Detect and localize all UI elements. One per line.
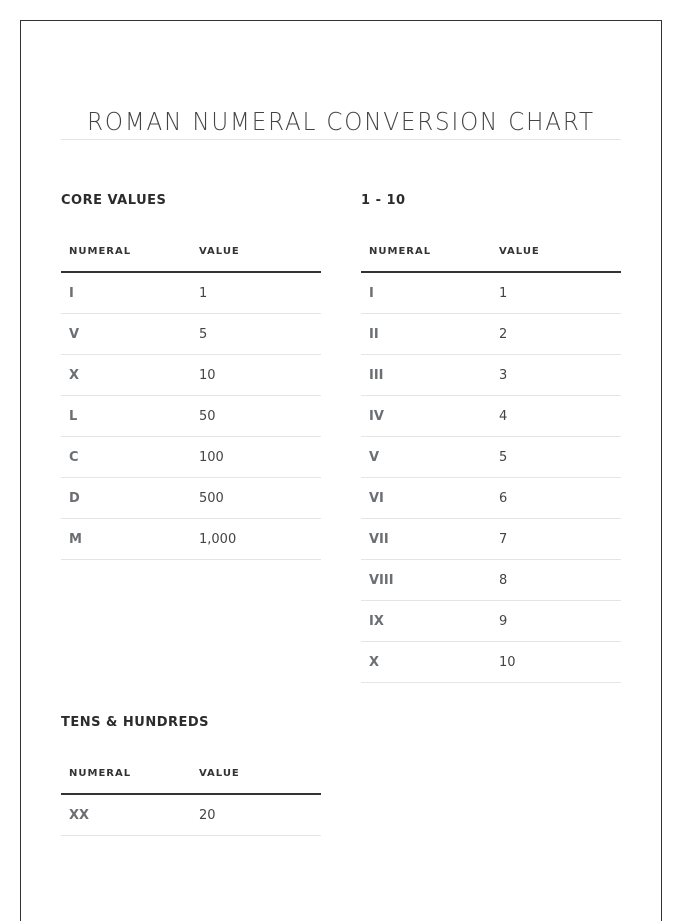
numeral-cell: III <box>361 355 491 396</box>
numeral-cell: V <box>61 314 191 355</box>
table-row <box>61 355 321 396</box>
table-row <box>361 314 621 355</box>
table-row <box>61 396 321 437</box>
column-header-value: VALUE <box>491 232 621 272</box>
section-one-to-ten <box>361 191 621 683</box>
table-row <box>361 642 621 683</box>
numeral-cell: D <box>61 478 191 519</box>
title-divider <box>61 139 621 140</box>
table-row <box>361 272 621 314</box>
column-header-numeral: NUMERAL <box>61 232 191 272</box>
table-row <box>361 601 621 642</box>
numeral-cell: VII <box>361 519 491 560</box>
table-row <box>361 355 621 396</box>
table-row <box>61 519 321 560</box>
table-row <box>361 519 621 560</box>
section-heading: CORE VALUES <box>61 193 167 208</box>
chart-document <box>20 20 662 921</box>
value-cell: 20 <box>191 794 321 836</box>
table-row <box>361 560 621 601</box>
tens-hundreds-table <box>61 754 321 836</box>
value-cell: 100 <box>191 437 321 478</box>
column-header-numeral: NUMERAL <box>361 232 491 272</box>
value-cell: 10 <box>491 642 621 683</box>
numeral-cell: X <box>361 642 491 683</box>
value-cell: 3 <box>491 355 621 396</box>
table-header-row <box>361 232 621 272</box>
numeral-cell: C <box>61 437 191 478</box>
section-core-values <box>61 191 321 560</box>
value-cell: 7 <box>491 519 621 560</box>
section-tens-hundreds <box>61 713 321 836</box>
numeral-cell: M <box>61 519 191 560</box>
numeral-cell: VI <box>361 478 491 519</box>
value-cell: 8 <box>491 560 621 601</box>
numeral-cell: VIII <box>361 560 491 601</box>
value-cell: 2 <box>491 314 621 355</box>
numeral-cell: IV <box>361 396 491 437</box>
table-row <box>61 794 321 836</box>
page-title: ROMAN NUMERAL CONVERSION CHART <box>87 107 595 136</box>
value-cell: 4 <box>491 396 621 437</box>
column-header-numeral: NUMERAL <box>61 754 191 794</box>
numeral-cell: V <box>361 437 491 478</box>
value-cell: 9 <box>491 601 621 642</box>
core-values-table <box>61 232 321 560</box>
value-cell: 1 <box>491 272 621 314</box>
table-row <box>61 478 321 519</box>
table-row <box>61 437 321 478</box>
value-cell: 6 <box>491 478 621 519</box>
numeral-cell: I <box>61 272 191 314</box>
one-to-ten-table <box>361 232 621 683</box>
value-cell: 1,000 <box>191 519 321 560</box>
section-heading: TENS & HUNDREDS <box>61 715 210 730</box>
value-cell: 5 <box>191 314 321 355</box>
numeral-cell: II <box>361 314 491 355</box>
column-header-value: VALUE <box>191 232 321 272</box>
table-row <box>361 437 621 478</box>
numeral-cell: XX <box>61 794 191 836</box>
numeral-cell: X <box>61 355 191 396</box>
value-cell: 50 <box>191 396 321 437</box>
table-header-row <box>61 232 321 272</box>
value-cell: 5 <box>491 437 621 478</box>
numeral-cell: IX <box>361 601 491 642</box>
value-cell: 500 <box>191 478 321 519</box>
table-row <box>61 272 321 314</box>
numeral-cell: L <box>61 396 191 437</box>
table-row <box>61 314 321 355</box>
value-cell: 10 <box>191 355 321 396</box>
table-row <box>361 396 621 437</box>
column-header-value: VALUE <box>191 754 321 794</box>
table-row <box>361 478 621 519</box>
section-heading: 1 - 10 <box>361 193 406 208</box>
value-cell: 1 <box>191 272 321 314</box>
numeral-cell: I <box>361 272 491 314</box>
table-header-row <box>61 754 321 794</box>
